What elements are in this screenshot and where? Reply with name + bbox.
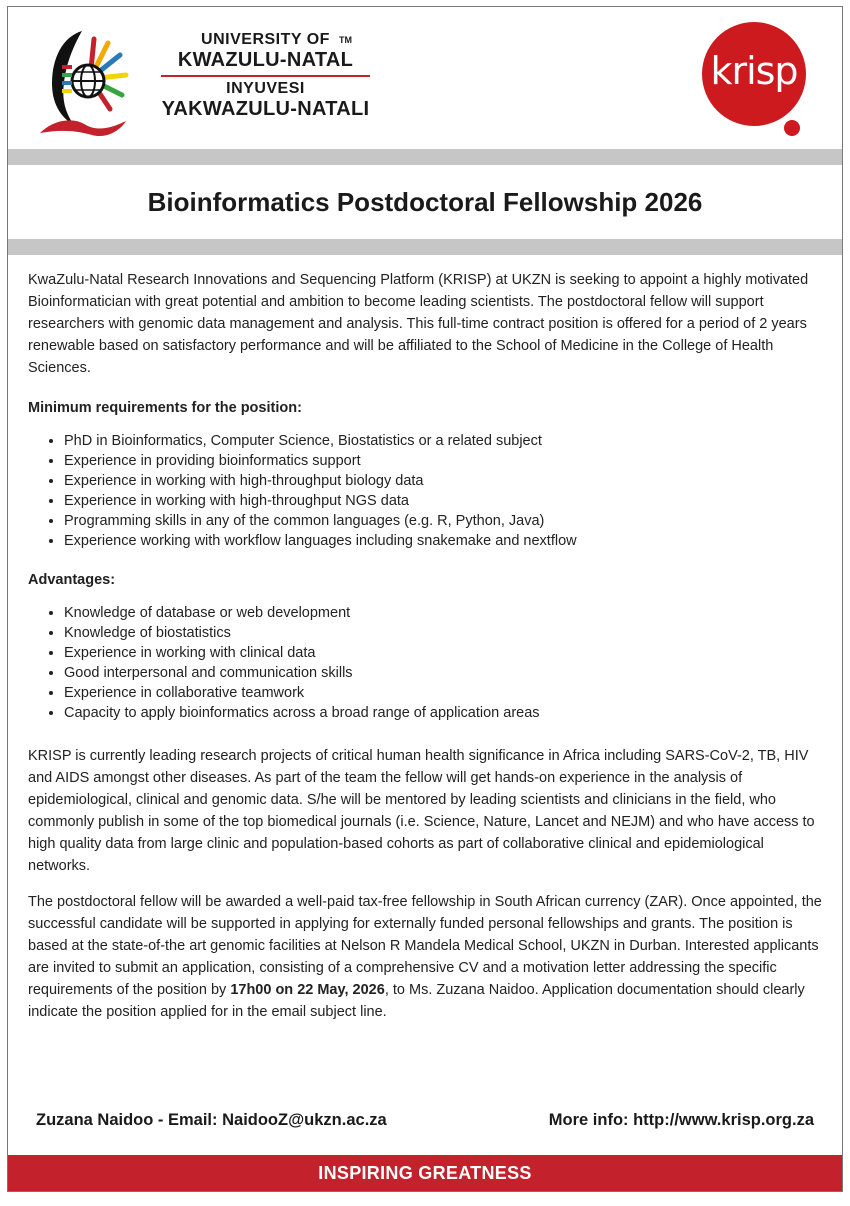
- trademark-mark: TM: [339, 35, 352, 45]
- more-info-link[interactable]: More info: http://www.krisp.org.za: [548, 1111, 814, 1129]
- advantages-list: [28, 603, 822, 723]
- list-item: • Experience in working with high-throughput biology data: [64, 471, 822, 491]
- ukzn-line-2: KWAZULU-NATAL: [177, 49, 354, 71]
- list-item: • Experience working with workflow languages including snakemake and nextflow: [64, 531, 822, 551]
- top-divider-bar: [8, 149, 842, 165]
- contact-row: [36, 1111, 814, 1130]
- krisp-logo-circle: [702, 22, 806, 126]
- flyer-page: [7, 6, 843, 1192]
- list-item: • Experience in working with high-throughput NGS data: [64, 491, 822, 511]
- list-item: • Good interpersonal and communication skills: [64, 663, 822, 683]
- ukzn-line-4: YAKWAZULU-NATALI: [161, 98, 370, 120]
- list-item: • Knowledge of biostatistics: [64, 623, 822, 643]
- ukzn-line-1: UNIVERSITY OF: [201, 31, 330, 48]
- application-text-after: , to Ms. Zuzana Naidoo. Application documentation should clearly indicate the position applied for in the email subject line.: [28, 982, 805, 1020]
- ukzn-divider: [161, 75, 370, 77]
- page-title: Bioinformatics Postdoctoral Fellowship 2026: [147, 186, 703, 217]
- list-item: • Capacity to apply bioinformatics across a broad range of application areas: [64, 703, 822, 723]
- krisp-logo-dot: [784, 120, 800, 136]
- list-item: • PhD in Bioinformatics, Computer Science, Biostatistics or a related subject: [64, 431, 822, 451]
- list-item: • Knowledge of database or web development: [64, 603, 822, 623]
- application-paragraph: [28, 891, 822, 1023]
- krisp-logo-text: krisp: [710, 49, 798, 93]
- list-item: • Programming skills in any of the common languages (e.g. R, Python, Java): [64, 511, 822, 531]
- list-item: • Experience in collaborative teamwork: [64, 683, 822, 703]
- footer-slogan: INSPIRING GREATNESS: [318, 1162, 532, 1183]
- requirements-list: [28, 431, 822, 551]
- contact-email-line[interactable]: Zuzana Naidoo - Email: NaidooZ@ukzn.ac.za: [36, 1111, 387, 1129]
- bottom-divider-bar: [8, 239, 842, 255]
- application-text-before: The postdoctoral fellow will be awarded a well-paid tax-free fellowship in South African currency (ZAR). Once appointed, the successful candidate will be supported in applying for externally funded personal fellowships and grants. The position is based at the state-of-the art genomic facilities at Nelson R Mandela Medical School, UKZN in Durban. Interested applicants are invited to submit an application, consisting of a comprehensive CV and a motivation letter addressing the specific requirements of the position by: [28, 894, 822, 998]
- deadline-text: 17h00 on 22 May, 2026: [230, 982, 385, 998]
- list-item: • Experience in working with clinical data: [64, 643, 822, 663]
- requirements-heading: Minimum requirements for the position:: [28, 400, 302, 416]
- research-paragraph: KRISP is currently leading research projects of critical human health significance in Africa including SARS-CoV-2, TB, HIV and AIDS amongst other diseases. As part of the team the fellow will get hands-on experience in the analysis of epidemiological, clinical and genomic data. S/he will be mentored by leading scientists and clinicians in the field, who commonly publish in some of the top biomedical journals (i.e. Science, Nature, Lancet and NEJM) and who have access to high quality data from large clinic and population-based cohorts as part of collaborative clinical and epidemiological networks.: [28, 748, 815, 874]
- title-band: [8, 165, 842, 239]
- list-item: • Experience in providing bioinformatics support: [64, 451, 822, 471]
- ukzn-crest-icon: [34, 25, 134, 143]
- body-content: [8, 255, 842, 1023]
- footer-bar: [8, 1155, 842, 1191]
- advantages-heading: Advantages:: [28, 572, 116, 588]
- ukzn-line-3: INYUVESI: [226, 80, 305, 97]
- krisp-logo: [702, 22, 812, 134]
- intro-paragraph: KwaZulu-Natal Research Innovations and Sequencing Platform (KRISP) at UKZN is seeking to appoint a highly motivated Bioinformatician with great potential and ambition to become leading scientists. The postdoctoral fellow will support researchers with genomic data management and analysis. This full-time contract position is offered for a period of 2 years renewable based on satisfactory performance and will be affiliated to the School of Medicine in the College of Health Sciences.: [28, 272, 809, 376]
- header: [8, 7, 842, 149]
